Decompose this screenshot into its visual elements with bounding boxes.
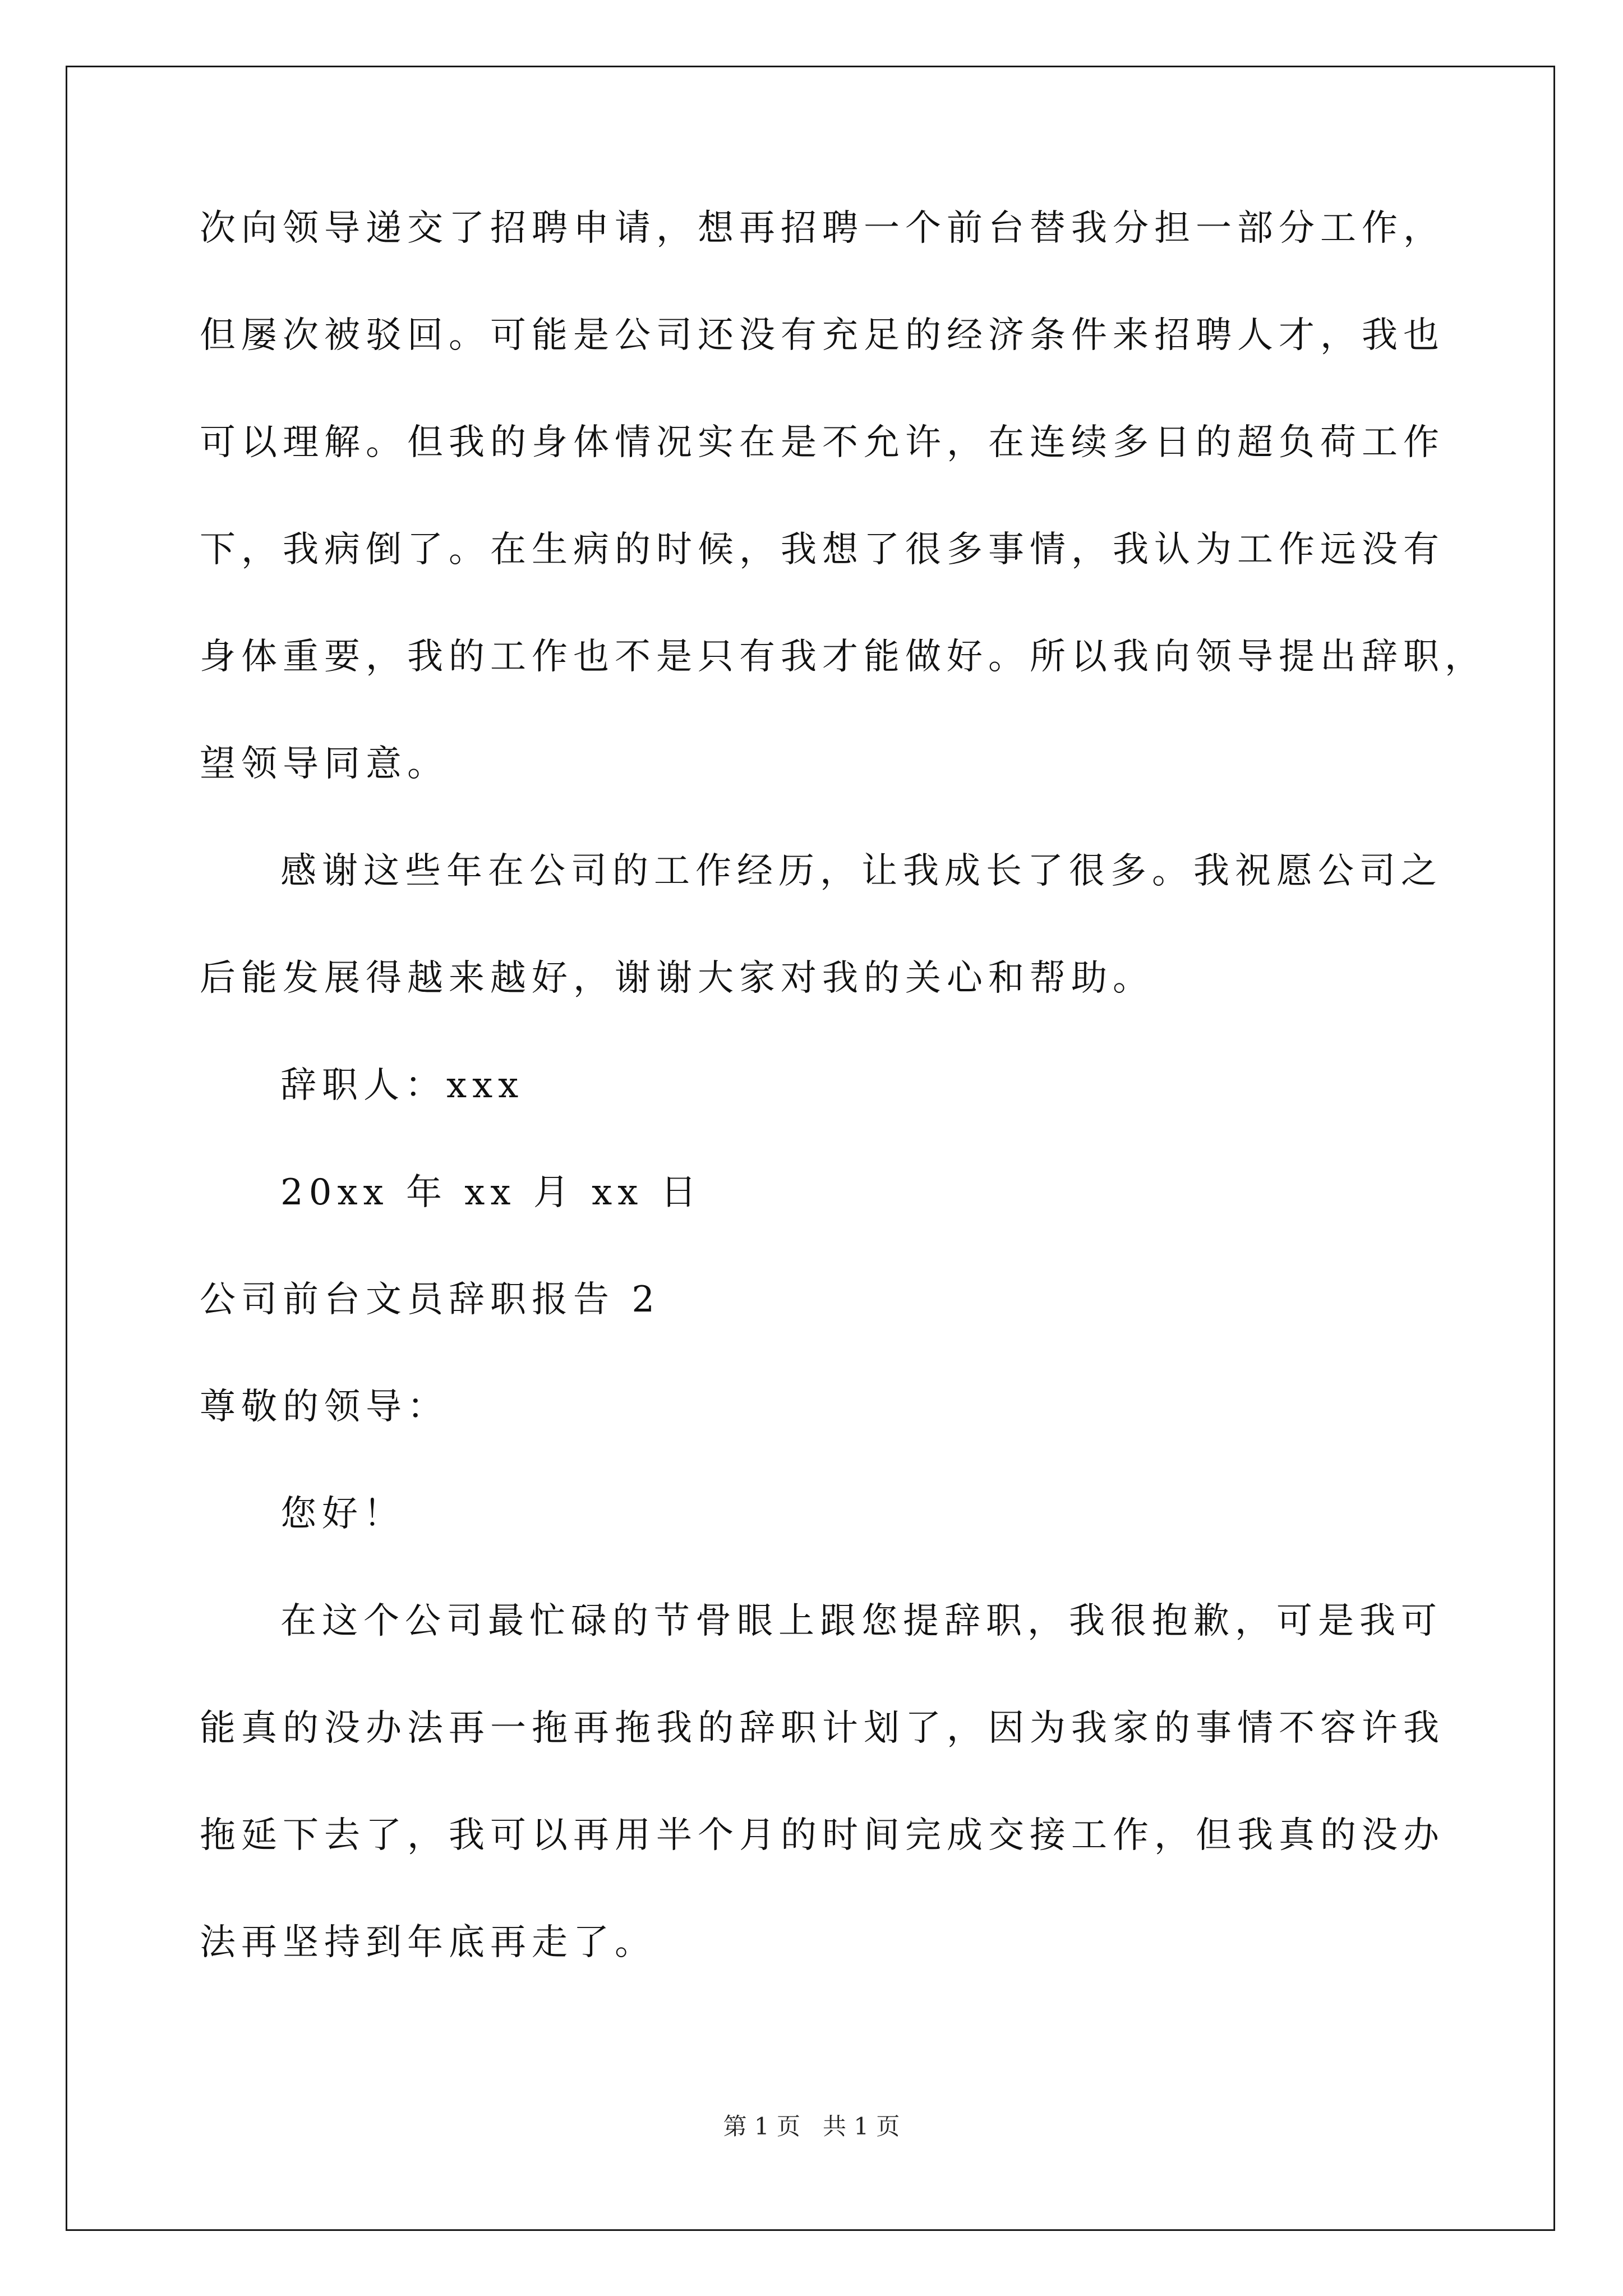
text-line: 后能发展得越来越好，谢谢大家对我的关心和帮助。 [200, 958, 1154, 999]
page-number-current: 第 1 页 [723, 2113, 800, 2140]
salutation: 尊敬的领导： [200, 1386, 449, 1428]
greeting: 您好！ [280, 1493, 405, 1535]
text-line: 法再坚持到年底再走了。 [200, 1922, 656, 1963]
text-line: 能真的没办法再一拖再拖我的辞职计划了，因为我家的事情不容许我 [200, 1708, 1445, 1749]
text-line: 下，我病倒了。在生病的时候，我想了很多事情，我认为工作远没有 [200, 529, 1445, 570]
section-title: 公司前台文员辞职报告 2 [200, 1279, 661, 1320]
text-line: 可以理解。但我的身体情况实在是不允许，在连续多日的超负荷工作 [200, 422, 1445, 463]
page-footer [0, 2115, 1623, 2138]
text-line: 望领导同意。 [200, 743, 449, 785]
text-line: 次向领导递交了招聘申请，想再招聘一个前台替我分担一部分工作， [200, 208, 1445, 249]
page-border [66, 66, 1555, 2231]
paragraph-body: 在这个公司最忙碌的节骨眼上跟您提辞职，我很抱歉，可是我可 [280, 1600, 1442, 1642]
date-line: 20xx 年 xx 月 xx 日 [280, 1172, 702, 1213]
signature-line: 辞职人：xxx [280, 1065, 524, 1106]
text-line: 拖延下去了，我可以再用半个月的时间完成交接工作，但我真的没办 [200, 1815, 1445, 1856]
text-line: 身体重要，我的工作也不是只有我才能做好。所以我向领导提出辞职， [200, 636, 1486, 678]
paragraph-thanks: 感谢这些年在公司的工作经历，让我成长了很多。我祝愿公司之 [280, 850, 1442, 892]
text-line: 但屡次被驳回。可能是公司还没有充足的经济条件来招聘人才，我也 [200, 315, 1445, 356]
page-number-total: 共 1 页 [823, 2113, 900, 2140]
